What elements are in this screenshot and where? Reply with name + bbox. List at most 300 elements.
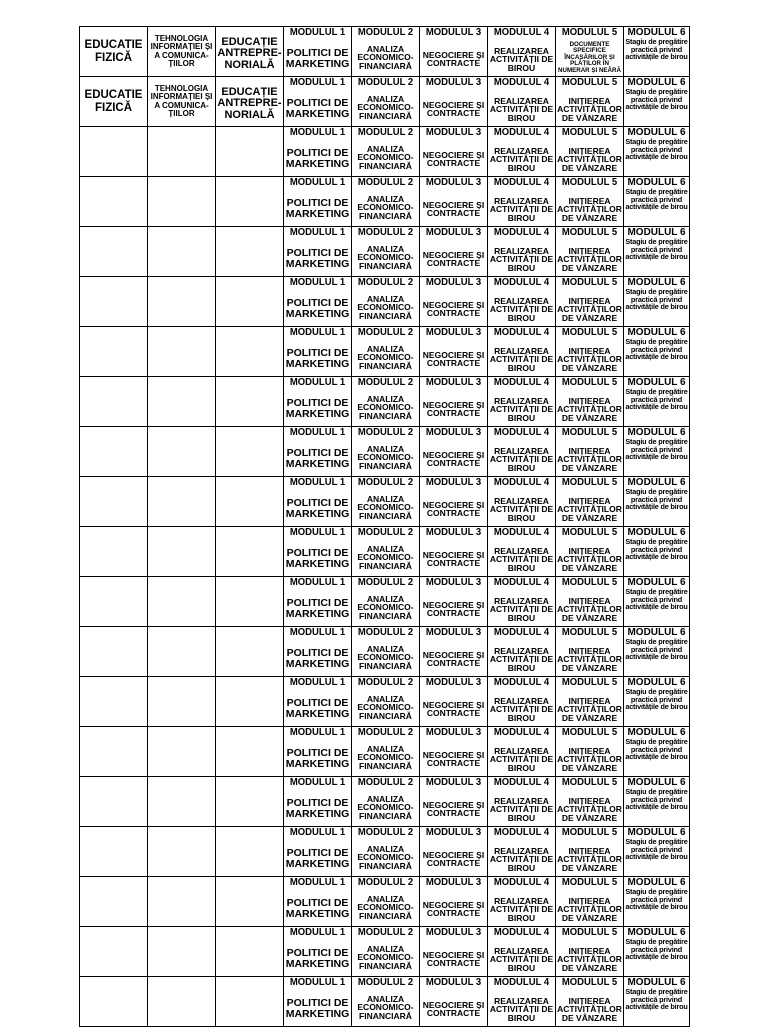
module-head: MODULUL 2 xyxy=(357,627,414,638)
module-title: ANALIZA ECONOMICO-FINANCIARĂ xyxy=(357,343,414,372)
module-title: Stagiu de pregătire practică privind activitățile de birou xyxy=(625,37,688,62)
module-cell xyxy=(488,727,556,777)
module-head: MODULUL 3 xyxy=(425,27,482,38)
module-head: MODULUL 3 xyxy=(425,927,482,938)
subject-educatie-fizica: EDUCATIE FIZICĂ xyxy=(84,89,143,114)
module-head: MODULUL 4 xyxy=(493,277,550,288)
module-cell xyxy=(352,327,420,377)
module-cell xyxy=(284,327,352,377)
module-head: MODULUL 3 xyxy=(425,77,482,88)
module-head: MODULUL 1 xyxy=(289,527,346,538)
module-head: MODULUL 1 xyxy=(289,627,346,638)
module-cell xyxy=(556,527,624,577)
module-title: POLITICI DE MARKETING xyxy=(285,346,350,370)
module-cell xyxy=(352,627,420,677)
module-head: MODULUL 3 xyxy=(425,627,482,638)
module-head: MODULUL 1 xyxy=(289,177,346,188)
empty-cell xyxy=(216,527,284,577)
empty-cell xyxy=(148,527,216,577)
module-head: MODULUL 3 xyxy=(425,277,482,288)
module-head: MODULUL 4 xyxy=(493,777,550,788)
module-head: MODULUL 3 xyxy=(425,377,482,388)
module-cell xyxy=(420,527,488,577)
module-head: MODULUL 1 xyxy=(289,727,346,738)
module-title: NEGOCIERE ȘI CONTRACTE xyxy=(422,349,485,369)
module-title: REALIZAREA ACTIVITĂȚII DE BIROU xyxy=(489,145,554,174)
module-cell xyxy=(352,77,420,127)
module-title: NEGOCIERE ȘI CONTRACTE xyxy=(422,749,485,769)
module-cell xyxy=(284,477,352,527)
module-title: Stagiu de pregătire practică privind activitățile de birou xyxy=(625,487,688,512)
table-row xyxy=(80,177,690,227)
module-head: MODULUL 2 xyxy=(357,777,414,788)
module-head: MODULUL 3 xyxy=(425,977,482,988)
module-cell xyxy=(352,527,420,577)
module-cell xyxy=(488,527,556,577)
module-head: MODULUL 3 xyxy=(425,677,482,688)
table-row xyxy=(80,127,690,177)
module-head: MODULUL 3 xyxy=(425,327,482,338)
module-cell xyxy=(624,377,690,427)
module-head: MODULUL 6 xyxy=(627,826,686,838)
module-cell xyxy=(420,727,488,777)
empty-cell xyxy=(216,977,284,1027)
module-cell xyxy=(420,427,488,477)
module-head: MODULUL 1 xyxy=(289,927,346,938)
module-title: ANALIZA ECONOMICO-FINANCIARĂ xyxy=(357,843,414,872)
module-head: MODULUL 2 xyxy=(357,27,414,38)
module-title: INIȚIEREA ACTIVITĂȚILOR DE VÂNZARE xyxy=(557,495,622,524)
module-title: POLITICI DE MARKETING xyxy=(285,846,350,870)
module-title: ANALIZA ECONOMICO-FINANCIARĂ xyxy=(357,893,414,922)
empty-cell xyxy=(80,277,148,327)
module-title: REALIZAREA ACTIVITĂȚII DE BIROU xyxy=(489,495,554,524)
subject-tic: TEHNOLOGIA INFORMAȚIEI ȘI A COMUNICA-ȚIILOR xyxy=(150,33,213,68)
module-title: Stagiu de pregătire practică privind activitățile de birou xyxy=(625,637,688,662)
module-head: MODULUL 6 xyxy=(627,576,686,588)
module-head: MODULUL 1 xyxy=(289,877,346,888)
module-title: NEGOCIERE ȘI CONTRACTE xyxy=(422,999,485,1019)
module-cell xyxy=(556,477,624,527)
module-head: MODULUL 6 xyxy=(627,76,686,88)
module-title: Stagiu de pregătire practică privind activitățile de birou xyxy=(625,87,688,112)
module-title: INIȚIEREA ACTIVITĂȚILOR DE VÂNZARE xyxy=(557,195,622,224)
module-head: MODULUL 4 xyxy=(493,377,550,388)
module-head: MODULUL 5 xyxy=(561,727,618,738)
module-cell xyxy=(624,227,690,277)
module-title: POLITICI DE MARKETING xyxy=(285,146,350,170)
empty-cell xyxy=(148,777,216,827)
module-head: MODULUL 1 xyxy=(289,777,346,788)
module-cell xyxy=(624,577,690,627)
module-cell xyxy=(352,227,420,277)
module-title: POLITICI DE MARKETING xyxy=(285,796,350,820)
module-cell xyxy=(488,277,556,327)
module-head: MODULUL 1 xyxy=(289,977,346,988)
module-cell xyxy=(284,677,352,727)
module-cell xyxy=(284,977,352,1027)
module-head: MODULUL 4 xyxy=(493,977,550,988)
module-cell xyxy=(284,877,352,927)
module-cell xyxy=(352,427,420,477)
module-head: MODULUL 5 xyxy=(561,877,618,888)
module-head: MODULUL 3 xyxy=(425,877,482,888)
module-cell xyxy=(420,227,488,277)
empty-cell xyxy=(148,227,216,277)
module-head: MODULUL 6 xyxy=(627,476,686,488)
module-head: MODULUL 4 xyxy=(493,177,550,188)
empty-cell xyxy=(80,427,148,477)
module-cell xyxy=(624,327,690,377)
module-head: MODULUL 1 xyxy=(289,477,346,488)
empty-cell xyxy=(148,427,216,477)
module-head: MODULUL 2 xyxy=(357,577,414,588)
module-cell xyxy=(284,577,352,627)
empty-cell xyxy=(216,677,284,727)
empty-cell xyxy=(216,127,284,177)
module-cell xyxy=(556,927,624,977)
module-title: Stagiu de pregătire practică privind activitățile de birou xyxy=(625,687,688,712)
module-cell xyxy=(352,577,420,627)
module-title: REALIZAREA ACTIVITĂȚII DE BIROU xyxy=(489,945,554,974)
subject-antreprenoriala: EDUCAȚIE ANTREPRE-NORIALĂ xyxy=(217,35,282,71)
table-row xyxy=(80,277,690,327)
module-title: Stagiu de pregătire practică privind activitățile de birou xyxy=(625,737,688,762)
module-head: MODULUL 3 xyxy=(425,227,482,238)
table-row xyxy=(80,327,690,377)
module-cell xyxy=(624,677,690,727)
module-cell xyxy=(488,677,556,727)
module-table xyxy=(79,26,690,1027)
module-head: MODULUL 2 xyxy=(357,677,414,688)
empty-cell xyxy=(216,727,284,777)
module-head: MODULUL 3 xyxy=(425,427,482,438)
module-head: MODULUL 5 xyxy=(561,27,618,38)
module-title: ANALIZA ECONOMICO-FINANCIARĂ xyxy=(357,943,414,972)
empty-cell xyxy=(216,827,284,877)
schedule-sheet xyxy=(79,26,689,1024)
table-row xyxy=(80,377,690,427)
module-head: MODULUL 2 xyxy=(357,377,414,388)
module-head: MODULUL 4 xyxy=(493,877,550,888)
module-cell xyxy=(624,427,690,477)
module-title: INIȚIEREA ACTIVITĂȚILOR DE VÂNZARE xyxy=(557,795,622,824)
module-head: MODULUL 5 xyxy=(561,477,618,488)
module-head: MODULUL 5 xyxy=(561,127,618,138)
module-cell xyxy=(420,577,488,627)
module-cell xyxy=(624,27,690,77)
module-title: Stagiu de pregătire practică privind activitățile de birou xyxy=(625,887,688,912)
module-cell xyxy=(556,677,624,727)
module-cell xyxy=(284,127,352,177)
module-cell xyxy=(488,577,556,627)
empty-cell xyxy=(216,627,284,677)
module-cell xyxy=(352,177,420,227)
module-cell xyxy=(624,177,690,227)
module-title: REALIZAREA ACTIVITĂȚII DE BIROU xyxy=(489,395,554,424)
module-cell xyxy=(624,627,690,677)
module-head: MODULUL 4 xyxy=(493,127,550,138)
module-title: ANALIZA ECONOMICO-FINANCIARĂ xyxy=(357,693,414,722)
empty-cell xyxy=(148,877,216,927)
module-title: INIȚIEREA ACTIVITĂȚILOR DE VÂNZARE xyxy=(557,545,622,574)
module-head: MODULUL 2 xyxy=(357,277,414,288)
module-cell xyxy=(488,77,556,127)
module-title: POLITICI DE MARKETING xyxy=(285,396,350,420)
module-cell xyxy=(556,27,624,77)
module-title: REALIZAREA ACTIVITĂȚII DE BIROU xyxy=(489,45,554,74)
module-head: MODULUL 1 xyxy=(289,77,346,88)
module-cell xyxy=(488,227,556,277)
module-cell xyxy=(556,427,624,477)
module-head: MODULUL 6 xyxy=(627,976,686,988)
module-head: MODULUL 4 xyxy=(493,677,550,688)
empty-cell xyxy=(216,327,284,377)
table-row xyxy=(80,627,690,677)
module-cell xyxy=(488,27,556,77)
module-title: INIȚIEREA ACTIVITĂȚILOR DE VÂNZARE xyxy=(557,395,622,424)
module-title: POLITICI DE MARKETING xyxy=(285,96,350,120)
empty-cell xyxy=(216,227,284,277)
module-head: MODULUL 4 xyxy=(493,477,550,488)
module-title: INIȚIEREA ACTIVITĂȚILOR DE VÂNZARE xyxy=(557,695,622,724)
module-head: MODULUL 1 xyxy=(289,377,346,388)
module-title: INIȚIEREA ACTIVITĂȚILOR DE VÂNZARE xyxy=(557,895,622,924)
table-row xyxy=(80,977,690,1027)
module-cell xyxy=(352,27,420,77)
module-head: MODULUL 2 xyxy=(357,227,414,238)
module-title: ANALIZA ECONOMICO-FINANCIARĂ xyxy=(357,93,414,122)
module-title: NEGOCIERE ȘI CONTRACTE xyxy=(422,849,485,869)
module-cell xyxy=(556,727,624,777)
module-head: MODULUL 5 xyxy=(561,977,618,988)
subject-cell xyxy=(148,27,216,77)
module-head: MODULUL 5 xyxy=(561,277,618,288)
module-cell xyxy=(284,527,352,577)
empty-cell xyxy=(148,827,216,877)
module-cell xyxy=(352,727,420,777)
empty-cell xyxy=(80,827,148,877)
empty-cell xyxy=(80,127,148,177)
module-head: MODULUL 6 xyxy=(627,676,686,688)
module-title: NEGOCIERE ȘI CONTRACTE xyxy=(422,549,485,569)
module-cell xyxy=(420,177,488,227)
module-cell xyxy=(488,827,556,877)
module-head: MODULUL 5 xyxy=(561,227,618,238)
empty-cell xyxy=(80,677,148,727)
module-cell xyxy=(352,977,420,1027)
module-cell xyxy=(556,777,624,827)
module-cell xyxy=(488,177,556,227)
module-title: ANALIZA ECONOMICO-FINANCIARĂ xyxy=(357,443,414,472)
module-title: POLITICI DE MARKETING xyxy=(285,596,350,620)
module-cell xyxy=(556,177,624,227)
module-head: MODULUL 5 xyxy=(561,677,618,688)
module-title: POLITICI DE MARKETING xyxy=(285,246,350,270)
module-cell xyxy=(624,527,690,577)
empty-cell xyxy=(216,777,284,827)
empty-cell xyxy=(216,577,284,627)
empty-cell xyxy=(80,727,148,777)
module-title: NEGOCIERE ȘI CONTRACTE xyxy=(422,149,485,169)
module-title: INIȚIEREA ACTIVITĂȚILOR DE VÂNZARE xyxy=(557,245,622,274)
module-title: INIȚIEREA ACTIVITĂȚILOR DE VÂNZARE xyxy=(557,845,622,874)
module-cell xyxy=(352,777,420,827)
module-head: MODULUL 1 xyxy=(289,127,346,138)
module-title: REALIZAREA ACTIVITĂȚII DE BIROU xyxy=(489,295,554,324)
module-title: REALIZAREA ACTIVITĂȚII DE BIROU xyxy=(489,845,554,874)
module-cell xyxy=(488,977,556,1027)
module-head: MODULUL 5 xyxy=(561,77,618,88)
module-head: MODULUL 5 xyxy=(561,177,618,188)
module-title: ANALIZA ECONOMICO-FINANCIARĂ xyxy=(357,393,414,422)
empty-cell xyxy=(80,177,148,227)
module-head: MODULUL 2 xyxy=(357,177,414,188)
module-title: NEGOCIERE ȘI CONTRACTE xyxy=(422,449,485,469)
module-title: NEGOCIERE ȘI CONTRACTE xyxy=(422,599,485,619)
module-title: DOCUMENTE SPECIFICE ÎNCASĂRILOR ȘI PLĂȚILOR ÎN NUMERAR ȘI NEÂRĂ xyxy=(558,40,621,74)
module-cell xyxy=(352,877,420,927)
module-title: POLITICI DE MARKETING xyxy=(285,196,350,220)
module-title: REALIZAREA ACTIVITĂȚII DE BIROU xyxy=(489,95,554,124)
module-title: INIȚIEREA ACTIVITĂȚILOR DE VÂNZARE xyxy=(557,445,622,474)
module-title: POLITICI DE MARKETING xyxy=(285,996,350,1020)
module-title: Stagiu de pregătire practică privind activitățile de birou xyxy=(625,537,688,562)
module-head: MODULUL 5 xyxy=(561,777,618,788)
table-row xyxy=(80,427,690,477)
empty-cell xyxy=(148,977,216,1027)
module-head: MODULUL 2 xyxy=(357,127,414,138)
empty-cell xyxy=(148,627,216,677)
empty-cell xyxy=(216,927,284,977)
module-cell xyxy=(624,977,690,1027)
module-title: ANALIZA ECONOMICO-FINANCIARĂ xyxy=(357,793,414,822)
module-title: INIȚIEREA ACTIVITĂȚILOR DE VÂNZARE xyxy=(557,945,622,974)
module-cell xyxy=(420,627,488,677)
module-title: Stagiu de pregătire practică privind activitățile de birou xyxy=(625,187,688,212)
module-title: NEGOCIERE ȘI CONTRACTE xyxy=(422,499,485,519)
module-head: MODULUL 3 xyxy=(425,177,482,188)
module-head: MODULUL 4 xyxy=(493,627,550,638)
module-head: MODULUL 4 xyxy=(493,27,550,38)
empty-cell xyxy=(80,577,148,627)
module-head: MODULUL 6 xyxy=(627,426,686,438)
table-row xyxy=(80,877,690,927)
module-cell xyxy=(284,727,352,777)
module-title: POLITICI DE MARKETING xyxy=(285,896,350,920)
module-cell xyxy=(556,227,624,277)
module-title: Stagiu de pregătire practică privind activitățile de birou xyxy=(625,137,688,162)
module-cell xyxy=(556,327,624,377)
module-head: MODULUL 2 xyxy=(357,727,414,738)
module-head: MODULUL 4 xyxy=(493,577,550,588)
module-title: REALIZAREA ACTIVITĂȚII DE BIROU xyxy=(489,895,554,924)
module-cell xyxy=(420,927,488,977)
module-head: MODULUL 2 xyxy=(357,477,414,488)
module-cell xyxy=(352,377,420,427)
module-head: MODULUL 4 xyxy=(493,827,550,838)
empty-cell xyxy=(80,877,148,927)
module-cell xyxy=(284,377,352,427)
module-title: NEGOCIERE ȘI CONTRACTE xyxy=(422,99,485,119)
module-head: MODULUL 1 xyxy=(289,277,346,288)
module-head: MODULUL 3 xyxy=(425,527,482,538)
module-cell xyxy=(556,77,624,127)
module-title: REALIZAREA ACTIVITĂȚII DE BIROU xyxy=(489,595,554,624)
empty-cell xyxy=(148,577,216,627)
module-cell xyxy=(420,327,488,377)
table-row xyxy=(80,477,690,527)
subject-tic: TEHNOLOGIA INFORMAȚIEI ȘI A COMUNICA-ȚIILOR xyxy=(150,83,213,118)
module-title: INIȚIEREA ACTIVITĂȚILOR DE VÂNZARE xyxy=(557,295,622,324)
module-title: ANALIZA ECONOMICO-FINANCIARĂ xyxy=(357,493,414,522)
module-head: MODULUL 4 xyxy=(493,327,550,338)
module-head: MODULUL 3 xyxy=(425,727,482,738)
module-cell xyxy=(420,777,488,827)
module-title: INIȚIEREA ACTIVITĂȚILOR DE VÂNZARE xyxy=(557,145,622,174)
module-title: POLITICI DE MARKETING xyxy=(285,546,350,570)
module-cell xyxy=(488,627,556,677)
module-head: MODULUL 4 xyxy=(493,77,550,88)
module-cell xyxy=(284,27,352,77)
module-head: MODULUL 2 xyxy=(357,327,414,338)
module-head: MODULUL 6 xyxy=(627,726,686,738)
table-row xyxy=(80,677,690,727)
module-title: INIȚIEREA ACTIVITĂȚILOR DE VÂNZARE xyxy=(557,995,622,1024)
module-head: MODULUL 2 xyxy=(357,527,414,538)
module-cell xyxy=(420,277,488,327)
module-head: MODULUL 6 xyxy=(627,326,686,338)
module-cell xyxy=(420,477,488,527)
module-cell xyxy=(284,777,352,827)
module-cell xyxy=(420,127,488,177)
module-head: MODULUL 6 xyxy=(627,176,686,188)
module-head: MODULUL 6 xyxy=(627,226,686,238)
empty-cell xyxy=(216,177,284,227)
module-cell xyxy=(624,877,690,927)
module-cell xyxy=(352,477,420,527)
module-title: POLITICI DE MARKETING xyxy=(285,296,350,320)
module-cell xyxy=(556,277,624,327)
module-head: MODULUL 2 xyxy=(357,827,414,838)
module-head: MODULUL 6 xyxy=(627,626,686,638)
module-title: Stagiu de pregătire practică privind activitățile de birou xyxy=(625,837,688,862)
module-cell xyxy=(624,127,690,177)
module-cell xyxy=(284,627,352,677)
module-cell xyxy=(284,277,352,327)
empty-cell xyxy=(216,377,284,427)
module-head: MODULUL 5 xyxy=(561,377,618,388)
module-title: ANALIZA ECONOMICO-FINANCIARĂ xyxy=(357,643,414,672)
module-head: MODULUL 2 xyxy=(357,427,414,438)
module-head: MODULUL 4 xyxy=(493,227,550,238)
module-title: REALIZAREA ACTIVITĂȚII DE BIROU xyxy=(489,245,554,274)
module-title: REALIZAREA ACTIVITĂȚII DE BIROU xyxy=(489,195,554,224)
module-head: MODULUL 5 xyxy=(561,527,618,538)
module-title: Stagiu de pregătire practică privind activitățile de birou xyxy=(625,387,688,412)
empty-cell xyxy=(216,477,284,527)
module-title: INIȚIEREA ACTIVITĂȚILOR DE VÂNZARE xyxy=(557,595,622,624)
module-head: MODULUL 5 xyxy=(561,927,618,938)
module-cell xyxy=(624,927,690,977)
table-row xyxy=(80,77,690,127)
module-title: REALIZAREA ACTIVITĂȚII DE BIROU xyxy=(489,445,554,474)
module-title: Stagiu de pregătire practică privind activitățile de birou xyxy=(625,287,688,312)
module-cell xyxy=(284,177,352,227)
module-title: REALIZAREA ACTIVITĂȚII DE BIROU xyxy=(489,645,554,674)
module-title: ANALIZA ECONOMICO-FINANCIARĂ xyxy=(357,143,414,172)
module-cell xyxy=(624,777,690,827)
